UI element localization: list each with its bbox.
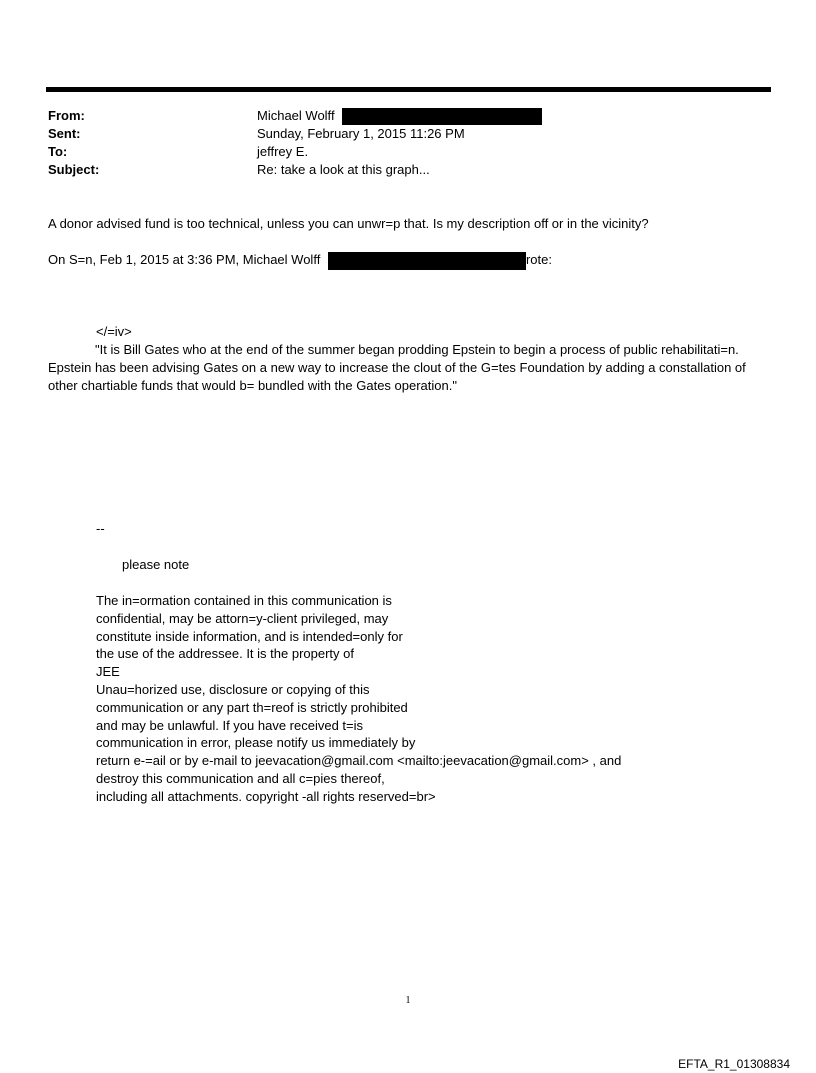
disclaimer-line: Unau=horized use, disclosure or copying of this <box>96 681 370 697</box>
disclaimer-line: communication or any part th=reof is strictly prohibited <box>96 699 408 715</box>
page-number: 1 <box>405 995 411 1006</box>
header-rule <box>46 87 771 92</box>
disclaimer-line: confidential, may be attorn=y-client privileged, may <box>96 610 389 626</box>
disclaimer-line: and may be unlawful. If you have received t=is <box>96 717 364 733</box>
redaction-block <box>342 108 542 125</box>
confidentiality-disclaimer <box>96 592 621 806</box>
disclaimer-line: JEE <box>96 664 120 680</box>
signature-separator: -- <box>96 521 105 536</box>
please-note-text: please note <box>122 557 190 572</box>
quote-intro <box>48 251 552 270</box>
disclaimer-line: destroy this communication and all c=pies thereof, <box>96 770 385 786</box>
subject-label: Subject: <box>48 162 100 177</box>
from-value <box>257 107 542 125</box>
disclaimer-line: The in=ormation contained in this communication is <box>96 593 392 608</box>
disclaimer-line: including all attachments. copyright -all rights reserved=br> <box>96 788 436 804</box>
quoted-paragraph <box>48 341 773 395</box>
disclaimer-line: communication in error, please notify us immediately by <box>96 735 416 751</box>
subject-value: Re: take a look at this graph... <box>257 162 430 177</box>
quote-intro-start: On S=n, Feb 1, 2015 at 3:36 PM, Michael Wolff <box>48 252 321 267</box>
sent-value: Sunday, February 1, 2015 11:26 PM <box>257 126 465 141</box>
to-label: To: <box>48 144 68 159</box>
quote-intro-end: rote: <box>525 252 552 267</box>
div-tag-text: </=iv> <box>96 324 132 339</box>
redaction-block <box>328 252 526 270</box>
reply-line: A donor advised fund is too technical, unless you can unwr=p that. Is my description off or in the vicinity? <box>48 216 649 231</box>
disclaimer-line: the use of the addressee. It is the property of <box>96 646 354 662</box>
to-value: jeffrey E. <box>257 144 309 159</box>
quoted-text: "It is Bill Gates who at the end of the summer began prodding Epstein to begin a process of public rehabilitati=n. Epstein has been advising Gates on a new way to increase the clout of the G=tes Foundation by adding a constallation of other chartiable funds that would b= bundled with the Gates operation." <box>48 342 746 393</box>
document-id: EFTA_R1_01308834 <box>678 1057 790 1071</box>
from-name: Michael Wolff <box>257 108 335 123</box>
from-label: From: <box>48 108 85 123</box>
disclaimer-line: constitute inside information, and is intended=only for <box>96 628 403 644</box>
disclaimer-line: return e-=ail or by e-mail to jeevacation@gmail.com <mailto:jeevacation@gmail.com> , and <box>96 753 622 769</box>
sent-label: Sent: <box>48 126 81 141</box>
